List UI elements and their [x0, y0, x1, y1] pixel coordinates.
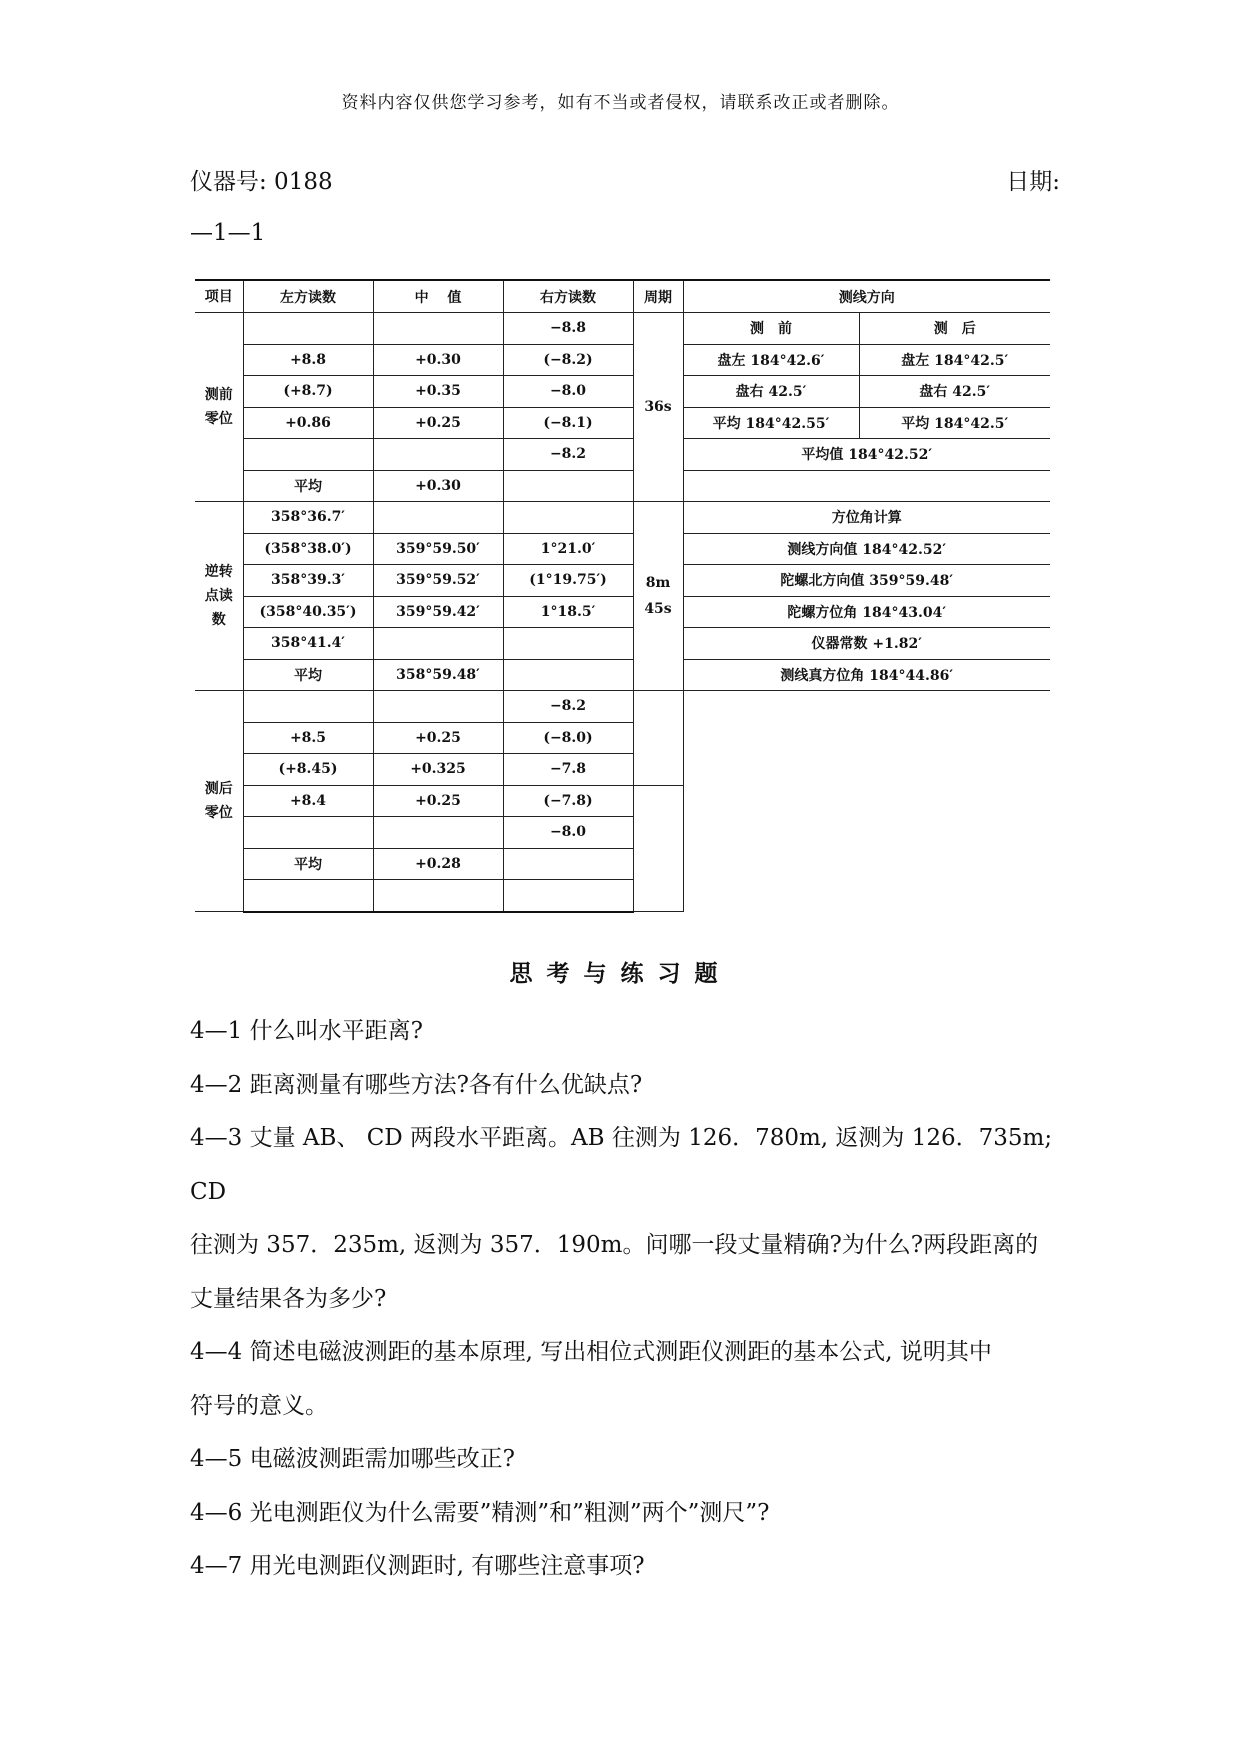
question-line: 4—6 光电测距仪为什么需要”精测”和”粗测”两个”测尺”? — [190, 1499, 770, 1526]
cell-mid: +0.28 — [373, 848, 503, 880]
disclaimer-text: 资料内容仅供您学习参考，如有不当或者侵权，请联系改正或者删除。 — [341, 93, 900, 113]
header-right-reading: 右方读数 — [503, 280, 633, 313]
question-line: 丈量结果各为多少? — [190, 1285, 387, 1312]
azimuth-line-direction: 测线方向值 184°42.52′ — [683, 533, 1050, 565]
cell-left: 358°36.7′ — [243, 502, 373, 534]
question-line: 4—1 什么叫水平距离? — [190, 1018, 423, 1044]
cell-mid — [373, 439, 503, 471]
table-row — [195, 659, 1050, 691]
table-row — [195, 344, 1050, 376]
cell-mid: +0.25 — [373, 722, 503, 754]
cell-right — [503, 628, 633, 660]
table-row — [195, 502, 1050, 534]
table-row — [195, 565, 1050, 597]
table-row — [195, 596, 1050, 628]
table-row — [195, 407, 1050, 439]
table-row — [195, 691, 1050, 723]
cell-left: +8.4 — [243, 785, 373, 817]
cell-right — [503, 470, 633, 502]
cell-left: +0.86 — [243, 407, 373, 439]
cell-right: −7.8 — [503, 754, 633, 786]
cell-right: 1°18.5′ — [503, 596, 633, 628]
period-post-a — [633, 691, 683, 786]
direction-after-mean: 平均 184°42.5′ — [859, 407, 1050, 439]
table-row — [195, 470, 1050, 502]
azimuth-title: 方位角计算 — [683, 502, 1050, 534]
group-label-turning-point — [195, 502, 243, 691]
cell-mid — [373, 817, 503, 849]
cell-right: −8.2 — [503, 691, 633, 723]
cell-left: 平均 — [243, 470, 373, 502]
header-line-direction: 测线方向 — [683, 280, 1050, 313]
cell-right — [503, 502, 633, 534]
cell-right — [503, 848, 633, 880]
header-mid-value: 中 值 — [373, 280, 503, 313]
direction-after-header: 测 后 — [859, 313, 1050, 345]
cell-right — [503, 659, 633, 691]
cell-mid: 359°59.52′ — [373, 565, 503, 597]
cell-left — [243, 880, 373, 912]
cell-left: (358°38.0′) — [243, 533, 373, 565]
cell-mid — [373, 628, 503, 660]
direction-overall-mean: 平均值 184°42.52′ — [683, 439, 1050, 471]
table-row — [195, 313, 1050, 345]
cell-right: −8.0 — [503, 817, 633, 849]
date-label: 日期: — [1006, 169, 1060, 195]
question-line: 4—5 电磁波测距需加哪些改正? — [190, 1446, 515, 1472]
question-line: 4—2 距离测量有哪些方法?各有什么优缺点? — [190, 1071, 643, 1098]
direction-before-header: 测 前 — [683, 313, 859, 345]
cell-mid — [373, 880, 503, 912]
cell-left — [243, 817, 373, 849]
cell-left: 平均 — [243, 848, 373, 880]
cell-mid: 358°59.48′ — [373, 659, 503, 691]
direction-empty — [683, 470, 1050, 502]
table-number: —1—1 — [190, 220, 266, 246]
cell-right: −8.2 — [503, 439, 633, 471]
cell-right: (−7.8) — [503, 785, 633, 817]
cell-mid: +0.325 — [373, 754, 503, 786]
cell-mid — [373, 691, 503, 723]
group-label-post-zero — [195, 691, 243, 912]
question-line: 往测为 357．235m, 返测为 357．190m。问哪一段丈量精确?为什么?两段距离的 — [190, 1232, 1039, 1258]
cell-right: (−8.0) — [503, 722, 633, 754]
direction-after-right: 盘右 42.5′ — [859, 376, 1050, 408]
cell-mid: +0.30 — [373, 470, 503, 502]
cell-mid: +0.25 — [373, 785, 503, 817]
question-line: 符号的意义。 — [190, 1392, 328, 1419]
cell-mid: 359°59.50′ — [373, 533, 503, 565]
cell-right: 1°21.0′ — [503, 533, 633, 565]
cell-left: +8.8 — [243, 344, 373, 376]
cell-left: (+8.45) — [243, 754, 373, 786]
azimuth-true-azimuth: 测线真方位角 184°44.86′ — [683, 659, 1050, 691]
azimuth-gyro-azimuth: 陀螺方位角 184°43.04′ — [683, 596, 1050, 628]
azimuth-gyro-north: 陀螺北方向值 359°59.48′ — [683, 565, 1050, 597]
group-label-post-zero-text: 测后零位 — [204, 781, 233, 821]
table-header-row — [195, 280, 1050, 313]
cell-right: (−8.2) — [503, 344, 633, 376]
record-table-wrapper — [195, 279, 1050, 913]
cell-mid: +0.35 — [373, 376, 503, 408]
cell-left — [243, 691, 373, 723]
header-left-reading: 左方读数 — [243, 280, 373, 313]
cell-right: (1°19.75′) — [503, 565, 633, 597]
cell-left: (+8.7) — [243, 376, 373, 408]
direction-before-right: 盘右 42.5′ — [683, 376, 859, 408]
header-item: 项目 — [195, 280, 243, 313]
period-pre: 36s — [633, 313, 683, 502]
question-line: 4—4 简述电磁波测距的基本原理, 写出相位式测距仪测距的基本公式, 说明其中 — [190, 1339, 992, 1365]
direction-before-mean: 平均 184°42.55′ — [683, 407, 859, 439]
question-line: 4—3 丈量 AB、 CD 两段水平距离。AB 往测为 126．780m, 返测为 126．735m; CD — [190, 1125, 1053, 1205]
cell-left: 358°41.4′ — [243, 628, 373, 660]
direction-after-left: 盘左 184°42.5′ — [859, 344, 1050, 376]
direction-before-left: 盘左 184°42.6′ — [683, 344, 859, 376]
cell-mid: 359°59.42′ — [373, 596, 503, 628]
table-row — [195, 439, 1050, 471]
cell-mid — [373, 313, 503, 345]
instrument-number: 仪器号: 0188 — [190, 169, 333, 195]
cell-left: 358°39.3′ — [243, 565, 373, 597]
period-turn — [633, 502, 683, 691]
empty-area — [683, 691, 1050, 912]
cell-mid: +0.30 — [373, 344, 503, 376]
gyro-record-table — [195, 279, 1050, 913]
cell-left — [243, 439, 373, 471]
section-title: 思考与练习题 — [509, 960, 732, 987]
azimuth-instrument-constant: 仪器常数 +1.82′ — [683, 628, 1050, 660]
cell-left: +8.5 — [243, 722, 373, 754]
table-row — [195, 376, 1050, 408]
question-list — [190, 1005, 1070, 1594]
cell-right: −8.8 — [503, 313, 633, 345]
group-label-turning-point-text: 逆转点读数 — [204, 564, 233, 628]
cell-left: (358°40.35′) — [243, 596, 373, 628]
cell-mid: +0.25 — [373, 407, 503, 439]
cell-mid — [373, 502, 503, 534]
table-row — [195, 533, 1050, 565]
period-turn-text: 8m 45s — [644, 575, 672, 617]
cell-right: (−8.1) — [503, 407, 633, 439]
cell-right: −8.0 — [503, 376, 633, 408]
header-period: 周期 — [633, 280, 683, 313]
group-label-pre-zero — [195, 313, 243, 502]
question-line: 4—7 用光电测距仪测距时, 有哪些注意事项? — [190, 1553, 645, 1579]
table-row — [195, 628, 1050, 660]
group-label-pre-zero-text: 测前零位 — [204, 387, 233, 427]
cell-right — [503, 880, 633, 912]
cell-left — [243, 313, 373, 345]
period-post-b — [633, 785, 683, 912]
cell-left: 平均 — [243, 659, 373, 691]
